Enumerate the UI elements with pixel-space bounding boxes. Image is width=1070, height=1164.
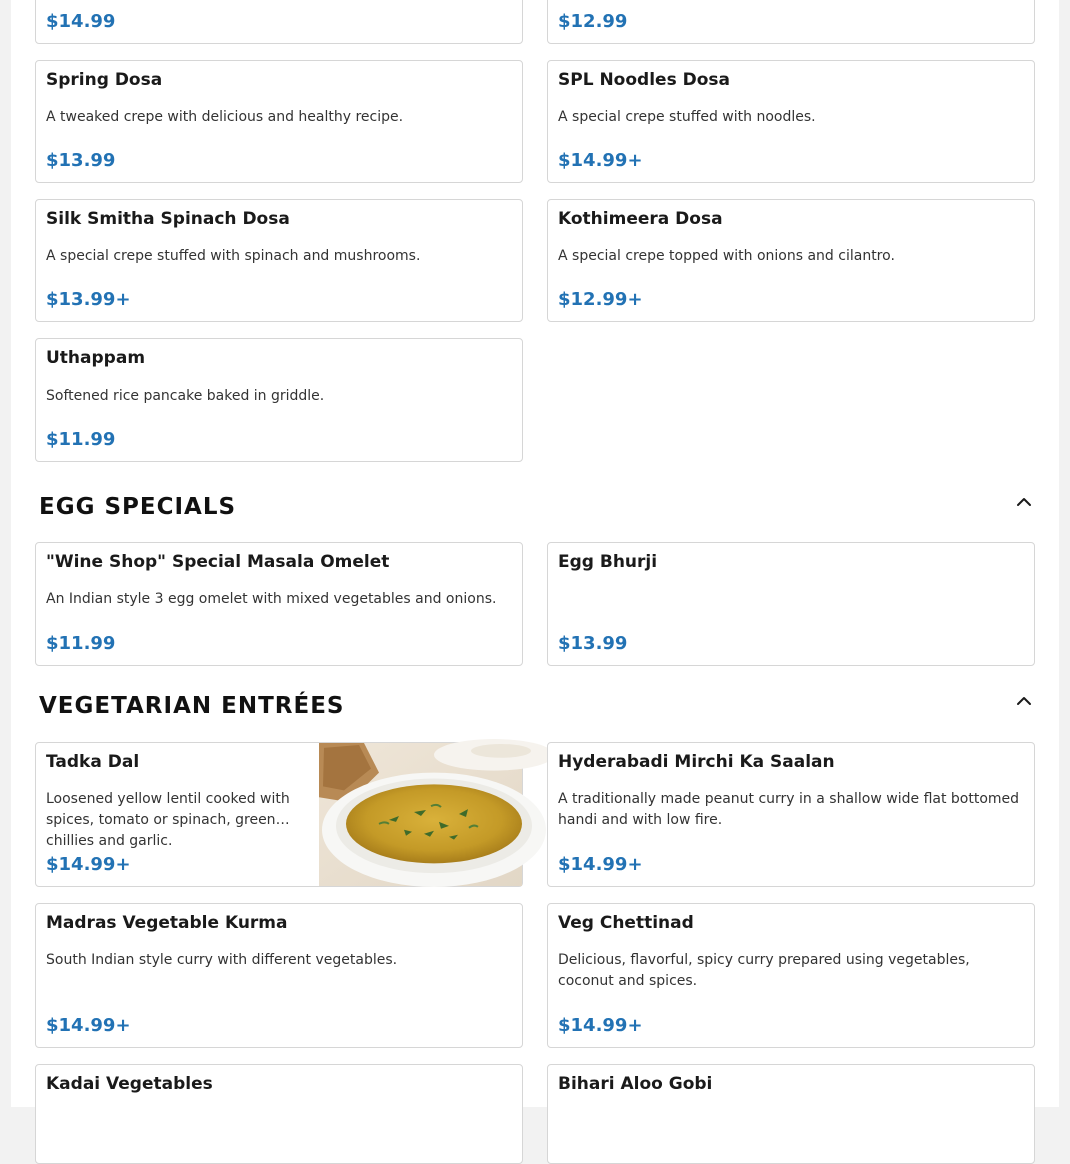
vegetarian-items-grid xyxy=(35,742,1034,1164)
item-name: Tadka Dal xyxy=(46,752,140,772)
menu-item-card[interactable] xyxy=(547,742,1035,887)
item-price: $12.99+ xyxy=(558,289,643,310)
item-description: Delicious, flavorful, spicy curry prepared using vegetables, coconut and spices. xyxy=(558,952,970,989)
menu-item-card[interactable] xyxy=(547,0,1035,44)
item-price: $14.99+ xyxy=(558,854,643,875)
item-name: Silk Smitha Spinach Dosa xyxy=(46,209,290,229)
item-price: $14.99+ xyxy=(558,1015,643,1036)
section-title: EGG SPECIALS xyxy=(39,494,237,520)
item-name: Bihari Aloo Gobi xyxy=(558,1074,713,1094)
item-name: Kothimeera Dosa xyxy=(558,209,723,229)
item-description: South Indian style curry with different vegetables. xyxy=(46,952,398,968)
item-price: $14.99 xyxy=(46,11,116,32)
dal-bowl-photo[interactable] xyxy=(319,743,522,886)
item-name: Uthappam xyxy=(46,348,146,368)
item-name: Veg Chettinad xyxy=(558,913,694,933)
item-description: Softened rice pancake baked in griddle. xyxy=(46,388,325,404)
egg-items-grid xyxy=(35,542,1034,666)
item-name: Egg Bhurji xyxy=(558,552,658,572)
menu-item-card[interactable] xyxy=(35,199,523,322)
item-description: A traditionally made peanut curry in a shallow wide flat bottomed handi and with low fire. xyxy=(558,791,1020,828)
menu-item-card[interactable] xyxy=(35,742,523,887)
item-name: SPL Noodles Dosa xyxy=(558,70,730,90)
chevron-up-icon[interactable] xyxy=(1014,492,1034,512)
menu-page xyxy=(11,0,1059,1107)
menu-item-card[interactable] xyxy=(547,1064,1035,1164)
item-price: $11.99 xyxy=(46,429,116,450)
item-description: An Indian style 3 egg omelet with mixed vegetables and onions. xyxy=(46,591,497,607)
menu-item-card[interactable] xyxy=(35,0,523,44)
item-name: Madras Vegetable Kurma xyxy=(46,913,288,933)
menu-item-card[interactable] xyxy=(547,903,1035,1048)
dosa-items-grid xyxy=(35,0,1034,462)
item-price: $12.99 xyxy=(558,11,628,32)
item-price: $14.99+ xyxy=(558,150,643,171)
item-price: $13.99+ xyxy=(46,289,131,310)
item-price: $13.99 xyxy=(46,150,116,171)
item-description: A special crepe stuffed with noodles. xyxy=(558,109,816,125)
item-price: $14.99+ xyxy=(46,854,131,875)
menu-item-card[interactable] xyxy=(35,338,523,462)
item-name: Hyderabadi Mirchi Ka Saalan xyxy=(558,752,835,772)
item-price: $14.99+ xyxy=(46,1015,131,1036)
menu-item-card[interactable] xyxy=(547,542,1035,666)
section-header-egg-specials xyxy=(39,490,1034,530)
item-description: Loosened yellow lentil cooked with spices, tomato or spinach, green chillies and garlic. xyxy=(46,791,290,849)
section-header-vegetarian-entrees xyxy=(39,689,1034,729)
item-name: Spring Dosa xyxy=(46,70,163,90)
menu-item-card[interactable] xyxy=(35,1064,523,1164)
section-title: VEGETARIAN ENTRÉES xyxy=(39,693,345,719)
item-description: A special crepe topped with onions and cilantro. xyxy=(558,248,895,264)
item-name: Kadai Vegetables xyxy=(46,1074,213,1094)
menu-item-card[interactable] xyxy=(35,60,523,183)
menu-item-card[interactable] xyxy=(547,60,1035,183)
item-name: "Wine Shop" Special Masala Omelet xyxy=(46,552,390,572)
chevron-up-icon[interactable] xyxy=(1014,691,1034,711)
item-price: $13.99 xyxy=(558,633,628,654)
menu-item-card[interactable] xyxy=(547,199,1035,322)
menu-item-card[interactable] xyxy=(35,542,523,666)
item-description: A tweaked crepe with delicious and healthy recipe. xyxy=(46,109,404,125)
item-description: A special crepe stuffed with spinach and mushrooms. xyxy=(46,248,421,264)
item-price: $11.99 xyxy=(46,633,116,654)
menu-item-card[interactable] xyxy=(35,903,523,1048)
